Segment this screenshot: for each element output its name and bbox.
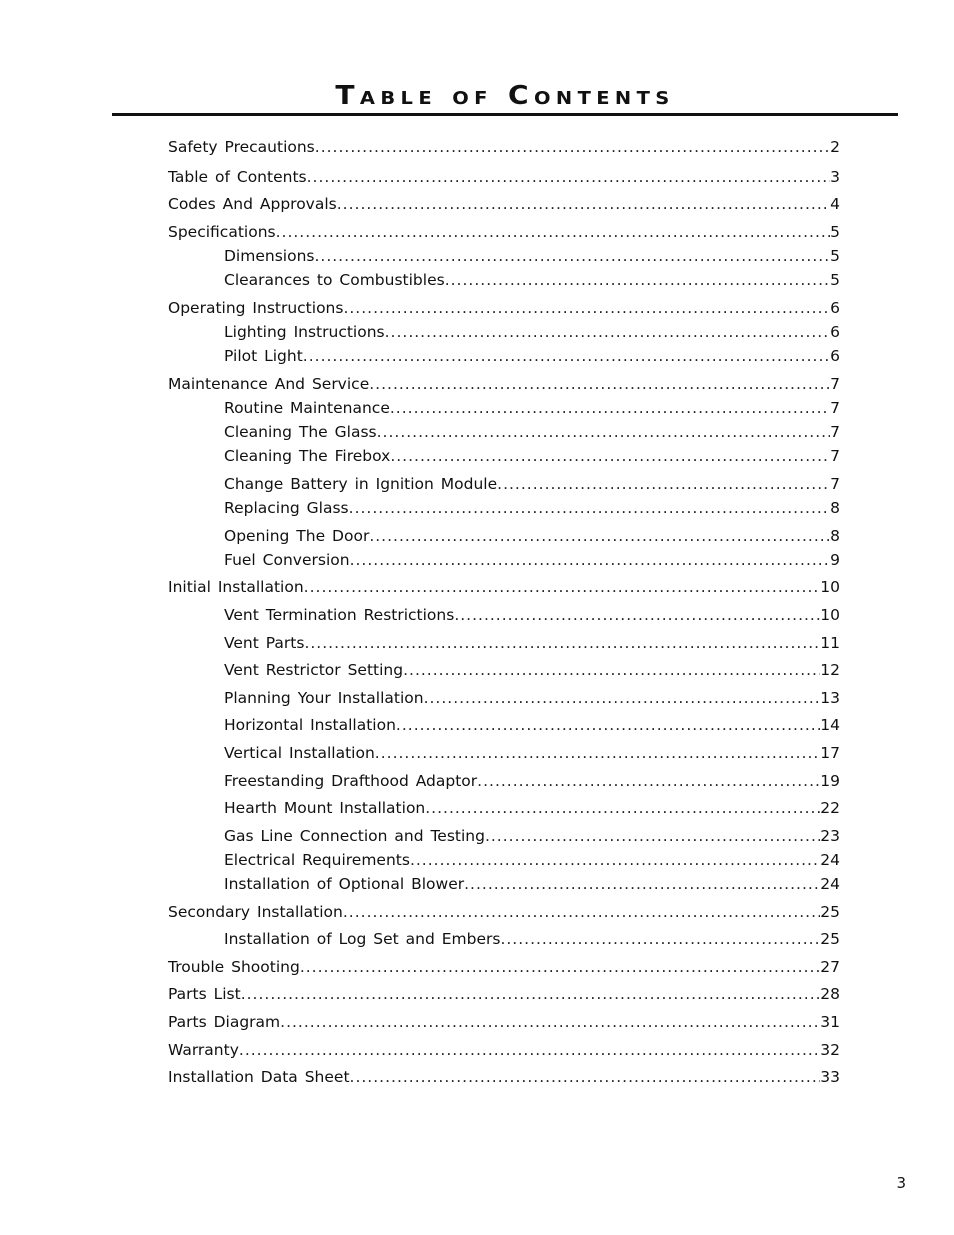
toc-entry-label: Installation of Optional Blower <box>224 875 465 893</box>
toc-dot-leader <box>464 873 820 895</box>
toc-entry-label: Opening The Door <box>224 527 370 545</box>
toc-entry <box>168 373 840 395</box>
toc-entry-label: Gas Line Connection and Testing <box>224 827 485 845</box>
toc-entry-label: Vent Restrictor Setting <box>224 661 404 679</box>
toc-entry-label: Trouble Shooting <box>168 958 300 976</box>
toc-entry-label: Maintenance And Service <box>168 375 370 393</box>
toc-dot-leader <box>403 659 820 681</box>
toc-entry-label: Routine Maintenance <box>224 399 390 417</box>
toc-entry-page: 23 <box>820 827 840 845</box>
toc-entry-label: Replacing Glass <box>224 499 349 517</box>
toc-subentry <box>224 632 840 654</box>
toc-entry-label: Vent Parts <box>224 634 305 652</box>
toc-entry-label: Horizontal Installation <box>224 716 396 734</box>
toc-entry-page: 5 <box>830 247 840 265</box>
toc-subentry <box>224 321 840 343</box>
toc-entry-label: Codes And Approvals <box>168 195 337 213</box>
toc-entry-page: 24 <box>820 851 840 869</box>
toc-subentry <box>224 421 840 443</box>
toc-dot-leader <box>315 136 830 158</box>
toc-entry-page: 3 <box>830 168 840 186</box>
toc-entry-page: 27 <box>820 958 840 976</box>
toc-subentry <box>224 497 840 519</box>
toc-entry-page: 7 <box>830 475 840 493</box>
page-number: 3 <box>896 1174 906 1192</box>
toc-dot-leader <box>303 345 830 367</box>
toc-entry-page: 25 <box>820 903 840 921</box>
toc-entry-label: Lighting Instructions <box>224 323 385 341</box>
toc-subentry <box>224 797 840 819</box>
toc-entry-label: Parts List <box>168 985 241 1003</box>
toc-entry-page: 6 <box>830 347 840 365</box>
toc-entry-page: 33 <box>820 1068 840 1086</box>
toc-entry-page: 31 <box>820 1013 840 1031</box>
toc-entry-label: Cleaning The Glass <box>224 423 377 441</box>
toc-dot-leader <box>485 825 820 847</box>
toc-entry <box>168 901 840 923</box>
toc-dot-leader <box>337 193 830 215</box>
toc-dot-leader <box>410 849 820 871</box>
toc-entry <box>168 136 840 158</box>
toc-entry <box>168 983 840 1005</box>
toc-dot-leader <box>390 445 830 467</box>
toc-subentry <box>224 770 840 792</box>
toc-entry-page: 7 <box>830 399 840 417</box>
toc-entry-page: 11 <box>820 634 840 652</box>
toc-subentry <box>224 549 840 571</box>
toc-dot-leader <box>300 956 820 978</box>
toc-entry-page: 22 <box>820 799 840 817</box>
toc-entry <box>168 221 840 243</box>
toc-entry <box>168 193 840 215</box>
toc-dot-leader <box>369 373 830 395</box>
toc-entry-label: Cleaning The Firebox <box>224 447 391 465</box>
toc-entry <box>168 1039 840 1061</box>
toc-entry-label: Secondary Installation <box>168 903 343 921</box>
title-underline <box>112 113 898 116</box>
toc-entry-label: Specifications <box>168 223 276 241</box>
toc-entry-page: 19 <box>820 772 840 790</box>
toc-subentry <box>224 525 840 547</box>
toc-dot-leader <box>307 166 831 188</box>
toc-entry-label: Operating Instructions <box>168 299 344 317</box>
toc-dot-leader <box>343 901 820 923</box>
toc-entry-page: 7 <box>830 375 840 393</box>
toc-entry-page: 6 <box>830 299 840 317</box>
toc-subentry <box>224 473 840 495</box>
toc-entry-label: Pilot Light <box>224 347 303 365</box>
toc-dot-leader <box>377 421 831 443</box>
toc-subentry <box>224 245 840 267</box>
toc-entry-page: 24 <box>820 875 840 893</box>
toc-entry-label: Safety Precautions <box>168 138 315 156</box>
toc-dot-leader <box>241 983 821 1005</box>
toc-subentry <box>224 849 840 871</box>
toc-entry-label: Installation of Log Set and Embers <box>224 930 501 948</box>
toc-subentry <box>224 397 840 419</box>
toc-entry-label: Fuel Conversion <box>224 551 350 569</box>
toc-dot-leader <box>343 297 830 319</box>
toc-entry-label: Installation Data Sheet <box>168 1068 350 1086</box>
toc-dot-leader <box>385 321 831 343</box>
toc-entry-page: 10 <box>820 606 840 624</box>
toc-subentry <box>224 714 840 736</box>
toc-entry-label: Planning Your Installation <box>224 689 424 707</box>
toc-entry-page: 7 <box>830 423 840 441</box>
toc-dot-leader <box>304 576 821 598</box>
toc-entry-page: 25 <box>820 930 840 948</box>
toc-dot-leader <box>424 687 821 709</box>
toc-dot-leader <box>375 742 820 764</box>
toc-dot-leader <box>280 1011 820 1033</box>
toc-entry <box>168 1011 840 1033</box>
toc-entry-label: Parts Diagram <box>168 1013 281 1031</box>
toc-dot-leader <box>500 928 820 950</box>
toc-dot-leader <box>369 525 830 547</box>
toc-entry-page: 6 <box>830 323 840 341</box>
toc-entry-label: Freestanding Drafthood Adaptor <box>224 772 478 790</box>
toc-entry-page: 17 <box>820 744 840 762</box>
toc-entry-page: 14 <box>820 716 840 734</box>
toc-dot-leader <box>390 397 830 419</box>
toc-subentry <box>224 873 840 895</box>
toc-entry <box>168 576 840 598</box>
toc-dot-leader <box>454 604 820 626</box>
toc-dot-leader <box>425 797 820 819</box>
toc-entry-label: Dimensions <box>224 247 315 265</box>
toc-entry-page: 32 <box>820 1041 840 1059</box>
toc-entry-page: 2 <box>830 138 840 156</box>
toc-subentry <box>224 604 840 626</box>
toc-entry-label: Clearances to Combustibles <box>224 271 445 289</box>
toc-subentry <box>224 659 840 681</box>
toc-dot-leader <box>350 1066 821 1088</box>
toc-entry-page: 8 <box>830 527 840 545</box>
toc-entry-page: 8 <box>830 499 840 517</box>
toc-entry-label: Change Battery in Ignition Module <box>224 475 498 493</box>
toc-entry-page: 7 <box>830 447 840 465</box>
toc-entry <box>168 956 840 978</box>
toc-subentry <box>224 928 840 950</box>
toc-entry-label: Electrical Requirements <box>224 851 410 869</box>
toc-dot-leader <box>239 1039 820 1061</box>
toc-entry <box>168 166 840 188</box>
toc-subentry <box>224 687 840 709</box>
toc-entry-label: Vertical Installation <box>224 744 375 762</box>
toc-dot-leader <box>276 221 831 243</box>
toc-subentry <box>224 269 840 291</box>
toc-entry-page: 4 <box>830 195 840 213</box>
toc-entry-page: 12 <box>820 661 840 679</box>
toc-entry <box>168 297 840 319</box>
page-title: Table of Contents <box>335 81 675 111</box>
toc-subentry <box>224 742 840 764</box>
toc-dot-leader <box>304 632 820 654</box>
toc-entry-page: 13 <box>820 689 840 707</box>
toc-entry-label: Initial Installation <box>168 578 304 596</box>
toc-entry-page: 9 <box>830 551 840 569</box>
toc-dot-leader <box>497 473 830 495</box>
toc-dot-leader <box>350 549 831 571</box>
toc-entry-page: 5 <box>830 271 840 289</box>
toc-entry-label: Vent Termination Restrictions <box>224 606 455 624</box>
toc-dot-leader <box>396 714 820 736</box>
toc-entry <box>168 1066 840 1088</box>
toc-entry-label: Table of Contents <box>168 168 307 186</box>
toc-subentry <box>224 825 840 847</box>
toc-entry-label: Hearth Mount Installation <box>224 799 426 817</box>
toc-entry-label: Warranty <box>168 1041 239 1059</box>
toc-dot-leader <box>314 245 830 267</box>
toc-subentry <box>224 345 840 367</box>
toc-subentry <box>224 445 840 467</box>
toc-dot-leader <box>445 269 830 291</box>
toc-entry-page: 5 <box>830 223 840 241</box>
toc-entry-page: 28 <box>820 985 840 1003</box>
toc-entry-page: 10 <box>820 578 840 596</box>
toc-dot-leader <box>477 770 820 792</box>
toc-dot-leader <box>349 497 830 519</box>
